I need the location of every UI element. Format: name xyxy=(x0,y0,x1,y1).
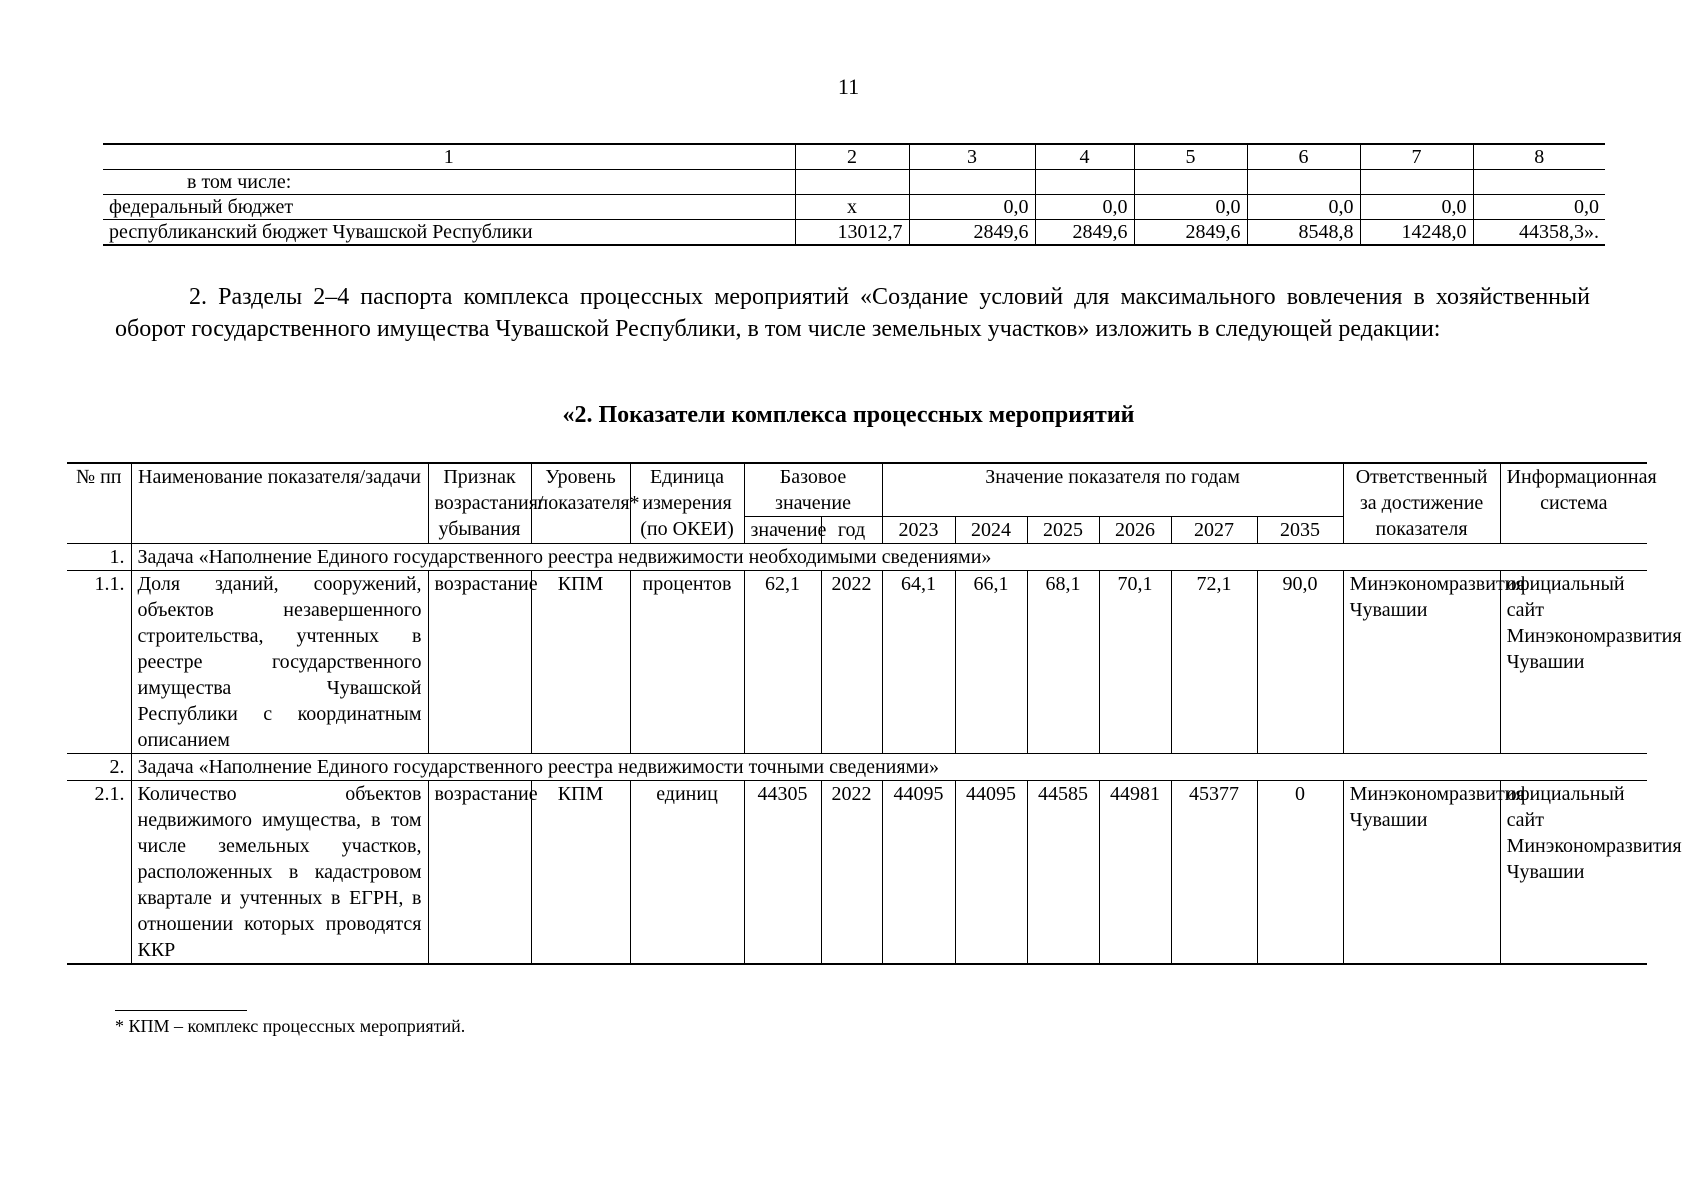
indicator-row xyxy=(67,571,1647,754)
header-num: № пп xyxy=(67,463,131,544)
indicators-header-row xyxy=(67,463,1647,517)
indicator-responsible: Минэкономразвития Чувашии xyxy=(1343,781,1500,965)
footnote-divider xyxy=(115,1010,247,1011)
task-row xyxy=(67,754,1647,781)
budget-cell xyxy=(1134,170,1247,195)
indicator-base-value: 62,1 xyxy=(744,571,821,754)
budget-cell: 8548,8 xyxy=(1247,220,1360,246)
budget-col-header: 8 xyxy=(1473,144,1605,170)
indicator-level: КПМ xyxy=(531,571,630,754)
indicator-row xyxy=(67,781,1647,965)
header-year: 2035 xyxy=(1257,517,1343,544)
indicator-value: 64,1 xyxy=(882,571,955,754)
header-year: 2027 xyxy=(1171,517,1257,544)
budget-cell xyxy=(1473,170,1605,195)
indicator-sign: возрастание xyxy=(428,781,531,965)
indicator-unit: процентов xyxy=(630,571,744,754)
indicator-value: 44095 xyxy=(955,781,1027,965)
task-row xyxy=(67,544,1647,571)
task-num: 1. xyxy=(67,544,131,571)
header-year: 2024 xyxy=(955,517,1027,544)
budget-cell: х xyxy=(795,195,909,220)
indicator-num: 2.1. xyxy=(67,781,131,965)
header-base-value: значение xyxy=(744,517,821,544)
indicator-info: официальный сайт Минэкономразвития Чувашии xyxy=(1500,571,1647,754)
budget-row-label: республиканский бюджет Чувашской Республики xyxy=(103,220,795,246)
indicator-value: 44981 xyxy=(1099,781,1171,965)
header-by-years: Значение показателя по годам xyxy=(882,463,1343,517)
task-num: 2. xyxy=(67,754,131,781)
header-year: 2023 xyxy=(882,517,955,544)
header-base-year: год xyxy=(821,517,882,544)
budget-row xyxy=(103,195,1605,220)
budget-col-header: 7 xyxy=(1360,144,1473,170)
header-name: Наименование показателя/задачи xyxy=(131,463,428,544)
indicator-sign: возрастание xyxy=(428,571,531,754)
budget-cell: 14248,0 xyxy=(1360,220,1473,246)
budget-cell: 2849,6 xyxy=(909,220,1035,246)
budget-cell: 0,0 xyxy=(909,195,1035,220)
header-info: Информационная система xyxy=(1500,463,1647,544)
indicator-value: 0 xyxy=(1257,781,1343,965)
indicator-level: КПМ xyxy=(531,781,630,965)
budget-cell xyxy=(1035,170,1134,195)
indicator-value: 44095 xyxy=(882,781,955,965)
budget-cell: 0,0 xyxy=(1473,195,1605,220)
header-responsible: Ответственный за достижение показателя xyxy=(1343,463,1500,544)
section-title: «2. Показатели комплекса процессных мероприятий xyxy=(562,402,1135,428)
budget-table xyxy=(103,143,1605,246)
budget-cell: 44358,3». xyxy=(1473,220,1605,246)
budget-col-header: 6 xyxy=(1247,144,1360,170)
indicator-base-value: 44305 xyxy=(744,781,821,965)
page-number: 11 xyxy=(837,74,860,99)
header-year: 2026 xyxy=(1099,517,1171,544)
budget-cell xyxy=(909,170,1035,195)
indicator-info: официальный сайт Минэкономразвития Чувашии xyxy=(1500,781,1647,965)
budget-row xyxy=(103,170,1605,195)
budget-col-header: 5 xyxy=(1134,144,1247,170)
indicator-value: 68,1 xyxy=(1027,571,1099,754)
indicators-table xyxy=(67,462,1682,965)
budget-cell: 0,0 xyxy=(1360,195,1473,220)
indicator-name: Количество объектов недвижимого имущества, в том числе земельных участков, расположенных в кадастровом квартале и учтенных в ЕГРН, в отношении которых проводятся ККР xyxy=(131,781,428,965)
budget-col-header: 3 xyxy=(909,144,1035,170)
indicator-value: 70,1 xyxy=(1099,571,1171,754)
budget-cell: 0,0 xyxy=(1247,195,1360,220)
indicator-value: 72,1 xyxy=(1171,571,1257,754)
indicator-value: 44585 xyxy=(1027,781,1099,965)
indicator-base-year: 2022 xyxy=(821,571,882,754)
indicator-unit: единиц xyxy=(630,781,744,965)
budget-cell xyxy=(795,170,909,195)
header-base: Базовое значение xyxy=(744,463,882,517)
budget-cell: 2849,6 xyxy=(1134,220,1247,246)
budget-col-header: 1 xyxy=(103,144,795,170)
budget-cell: 2849,6 xyxy=(1035,220,1134,246)
budget-cell: 0,0 xyxy=(1035,195,1134,220)
indicator-value: 45377 xyxy=(1171,781,1257,965)
budget-col-header: 2 xyxy=(795,144,909,170)
task-text: Задача «Наполнение Единого государственного реестра недвижимости точными сведениями» xyxy=(131,754,1647,781)
task-text: Задача «Наполнение Единого государственного реестра недвижимости необходимыми сведениями» xyxy=(131,544,1647,571)
budget-cell: 13012,7 xyxy=(795,220,909,246)
indicator-value: 90,0 xyxy=(1257,571,1343,754)
budget-row-label: федеральный бюджет xyxy=(103,195,795,220)
amendment-paragraph: 2. Разделы 2–4 паспорта комплекса процессных мероприятий «Создание условий для максимального вовлечения в хозяйственный оборот государственного имущества Чувашской Республики, в том числе земельных участков» изложить в следующей редакции: xyxy=(115,284,1590,342)
budget-row-label: в том числе: xyxy=(103,170,795,195)
budget-cell xyxy=(1247,170,1360,195)
header-unit: Единица измерения (по ОКЕИ) xyxy=(630,463,744,544)
header-sign: Признак возрастания/убывания xyxy=(428,463,531,544)
footnote: * КПМ – комплекс процессных мероприятий. xyxy=(115,1016,466,1036)
indicator-responsible: Минэкономразвития Чувашии xyxy=(1343,571,1500,754)
indicator-value: 66,1 xyxy=(955,571,1027,754)
budget-col-header: 4 xyxy=(1035,144,1134,170)
header-level: Уровень показателя* xyxy=(531,463,630,544)
budget-cell xyxy=(1360,170,1473,195)
budget-cell: 0,0 xyxy=(1134,195,1247,220)
header-year: 2025 xyxy=(1027,517,1099,544)
indicator-name: Доля зданий, сооружений, объектов незавершенного строительства, учтенных в реестре государственного имущества Чувашской Республики с координатным описанием xyxy=(131,571,428,754)
indicator-base-year: 2022 xyxy=(821,781,882,965)
indicator-num: 1.1. xyxy=(67,571,131,754)
budget-table-header-row xyxy=(103,144,1605,170)
budget-row xyxy=(103,220,1605,246)
